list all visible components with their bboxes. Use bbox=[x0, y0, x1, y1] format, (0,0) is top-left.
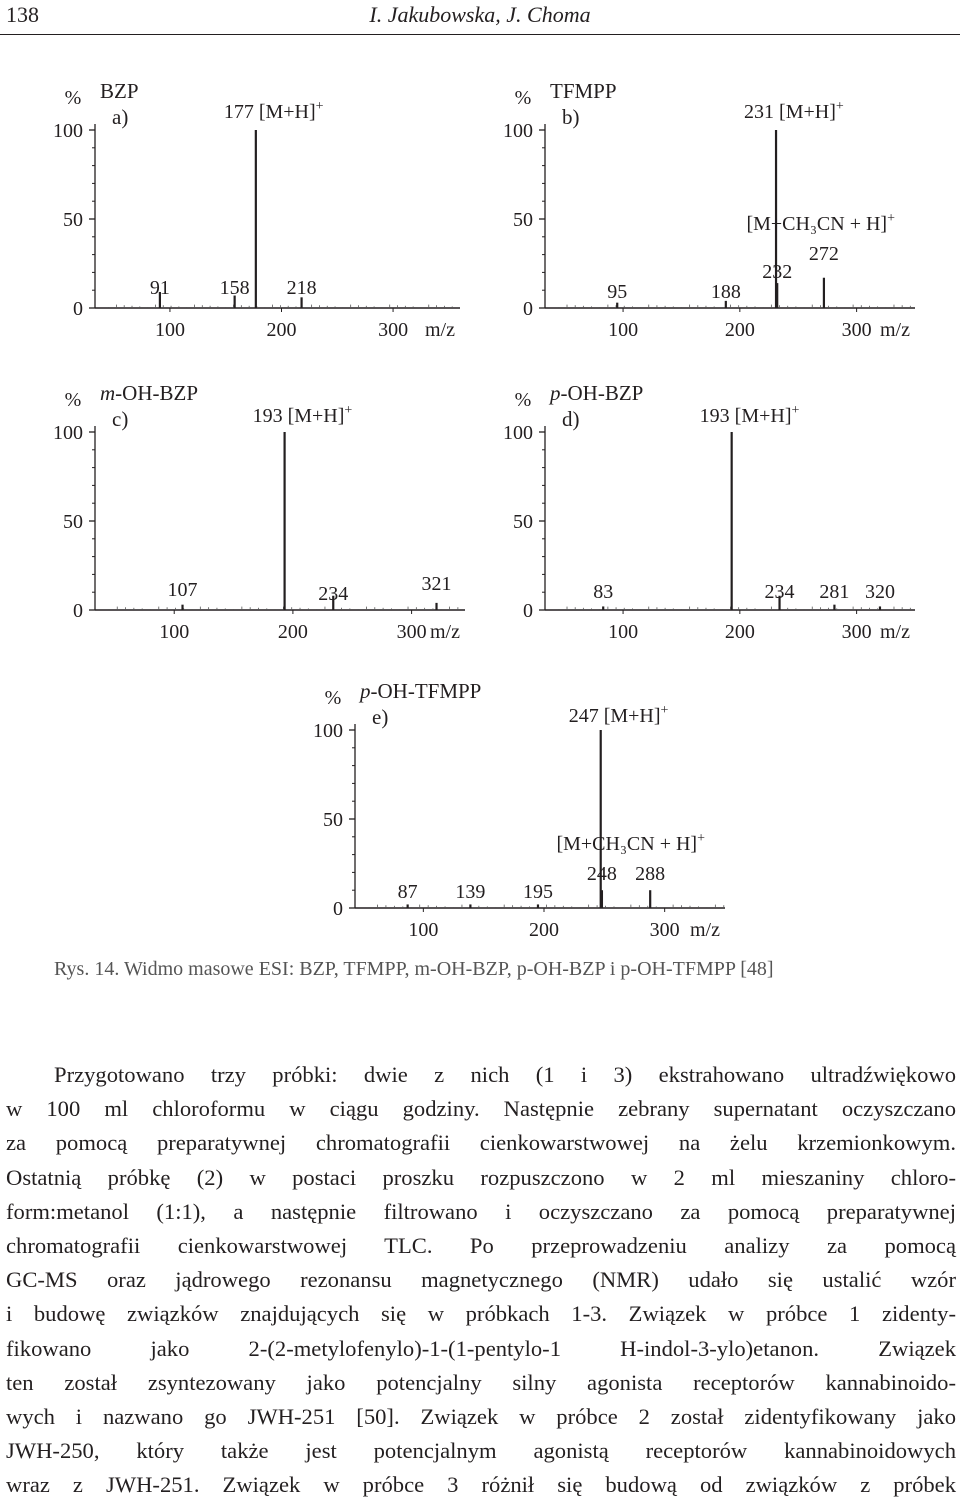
panel-label: d) bbox=[562, 407, 580, 431]
y-tick-label: 100 bbox=[503, 120, 533, 142]
x-axis-label: m/z bbox=[430, 621, 460, 643]
peak-annotation: [M+CH₃CN + H]+ bbox=[556, 831, 705, 855]
x-axis-label: m/z bbox=[880, 621, 910, 643]
spectrum-a bbox=[40, 60, 500, 340]
peak-annotation: 321 bbox=[421, 573, 452, 595]
page-number: 138 bbox=[6, 2, 39, 27]
y-tick-label: 0 bbox=[73, 600, 83, 622]
panel-label: c) bbox=[112, 407, 129, 431]
body-line: Przygotowano trzy próbki: dwie z nich (1 i 3) ekstrahowano ultradźwiękowo bbox=[54, 1062, 956, 1087]
x-tick-label: 200 bbox=[529, 919, 559, 941]
peak-annotation: 139 bbox=[455, 881, 486, 903]
spectrum-title: TFMPP bbox=[550, 79, 617, 103]
y-tick-label: 50 bbox=[63, 209, 83, 231]
body-line: fikowano jako 2-(2-metylofenylo)-1-(1-pentylo-1 H-indol-3-ylo)etanon. Związek bbox=[6, 1335, 956, 1361]
peak-annotation: 288 bbox=[635, 863, 666, 885]
peak-annotation: 247 [M+H]+ bbox=[568, 703, 669, 727]
spectrum-title: m-OH-BZP bbox=[100, 381, 199, 405]
spectrum-title: p-OH-BZP bbox=[550, 381, 644, 405]
x-tick-label: 300 bbox=[378, 319, 409, 341]
peak-annotation: [M+CH₃CN + H]+ bbox=[746, 211, 895, 235]
body-line: form:metanol (1:1), a następnie filtrowano i oczyszczano za pomocą preparatywnej bbox=[6, 1198, 956, 1224]
spectrum-c bbox=[40, 362, 500, 642]
x-tick-label: 300 bbox=[841, 319, 872, 341]
body-line: chromatografii cienkowarstwowej TLC. Po przeprowadzeniu analizy za pomocą bbox=[6, 1233, 956, 1259]
panel-label: b) bbox=[562, 105, 580, 129]
x-tick-label: 200 bbox=[724, 319, 755, 341]
peak-annotation: 195 bbox=[522, 881, 553, 903]
running-head: I. Jakubowska, J. Choma bbox=[369, 2, 591, 27]
y-tick-label: 100 bbox=[313, 720, 343, 742]
y-axis-label: % bbox=[64, 389, 82, 411]
peak-annotation: 83 bbox=[593, 581, 614, 603]
peak-annotation: 232 bbox=[762, 261, 793, 283]
x-tick-label: 300 bbox=[841, 621, 872, 643]
x-tick-label: 100 bbox=[154, 319, 185, 341]
peak-annotation: 320 bbox=[864, 581, 895, 603]
panel-label: e) bbox=[372, 705, 389, 729]
x-tick-label: 200 bbox=[266, 319, 297, 341]
body-line: wych i nazwano go JWH-251 [50]. Związek w próbce 2 został zidentyfikowany jako bbox=[6, 1404, 956, 1430]
spectrum-title: p-OH-TFMPP bbox=[360, 679, 482, 703]
peak-annotation: 281 bbox=[819, 581, 850, 603]
body-line: wraz z JWH-251. Związek w próbce 3 różnił się budową od związków z próbek bbox=[6, 1472, 956, 1498]
body-line: JWH-250, który także jest potencjalnym agonistą receptorów kannabinoidowych bbox=[6, 1438, 956, 1464]
spectrum-title: BZP bbox=[100, 79, 139, 103]
y-tick-label: 0 bbox=[523, 298, 533, 320]
y-tick-label: 50 bbox=[513, 511, 533, 533]
body-line: GC-MS oraz jądrowego rezonansu magnetycznego (NMR) udało się ustalić wzór bbox=[6, 1267, 956, 1293]
y-tick-label: 100 bbox=[53, 422, 83, 444]
y-tick-label: 50 bbox=[323, 809, 343, 831]
spectrum-e bbox=[300, 660, 760, 940]
y-tick-label: 100 bbox=[503, 422, 533, 444]
body-line: w 100 ml chloroformu w ciągu godziny. Następnie zebrany supernatant oczyszczano bbox=[6, 1096, 956, 1122]
peak-annotation: 231 [M+H]+ bbox=[744, 99, 844, 123]
body-line: za pomocą preparatywnej chromatografii cienkowarstwowej na żelu krzemionkowym. bbox=[6, 1130, 956, 1156]
y-axis-label: % bbox=[324, 687, 342, 709]
peak-annotation: 177 [M+H]+ bbox=[223, 99, 324, 123]
x-axis-label: m/z bbox=[880, 319, 910, 341]
peak-annotation: 87 bbox=[397, 881, 418, 903]
panel-label: a) bbox=[112, 105, 129, 129]
peak-annotation: 272 bbox=[808, 243, 839, 265]
page-header bbox=[0, 0, 960, 35]
spectrum-d bbox=[490, 362, 950, 642]
peak-annotation: 193 [M+H]+ bbox=[699, 403, 800, 427]
y-axis-label: % bbox=[514, 389, 532, 411]
peak-annotation: 107 bbox=[167, 579, 198, 601]
x-tick-label: 100 bbox=[159, 621, 190, 643]
x-axis-label: m/z bbox=[425, 319, 455, 341]
figure-caption: Rys. 14. Widmo masowe ESI: BZP, TFMPP, m-OH-BZP, p-OH-BZP i p-OH-TFMPP [48] bbox=[54, 958, 774, 980]
peak-annotation: 158 bbox=[219, 277, 250, 299]
peak-annotation: 218 bbox=[286, 277, 317, 299]
y-axis-label: % bbox=[64, 87, 82, 109]
peak-annotation: 193 [M+H]+ bbox=[252, 403, 353, 427]
body-line: i budowę związków znajdujących się w próbkach 1-3. Związek w próbce 1 zidenty- bbox=[6, 1301, 956, 1327]
x-tick-label: 200 bbox=[277, 621, 308, 643]
x-tick-label: 100 bbox=[608, 319, 639, 341]
x-axis-label: m/z bbox=[690, 919, 720, 941]
y-tick-label: 100 bbox=[53, 120, 83, 142]
y-tick-label: 0 bbox=[523, 600, 533, 622]
body-line: ten został zsyntezowany jako potencjalny silny agonista receptorów kannabinoido- bbox=[6, 1369, 956, 1395]
spectrum-b bbox=[490, 60, 950, 340]
peak-annotation: 91 bbox=[149, 277, 170, 299]
peak-annotation: 95 bbox=[607, 281, 628, 303]
body-paragraph bbox=[6, 1058, 956, 1503]
y-tick-label: 50 bbox=[63, 511, 83, 533]
x-tick-label: 100 bbox=[608, 621, 639, 643]
x-tick-label: 100 bbox=[408, 919, 439, 941]
peak-annotation: 188 bbox=[710, 281, 741, 303]
peak-annotation: 248 bbox=[586, 863, 617, 885]
y-tick-label: 0 bbox=[73, 298, 83, 320]
x-tick-label: 300 bbox=[396, 621, 427, 643]
x-tick-label: 200 bbox=[724, 621, 755, 643]
peak-annotation: 234 bbox=[318, 583, 349, 605]
x-tick-label: 300 bbox=[649, 919, 680, 941]
y-axis-label: % bbox=[514, 87, 532, 109]
y-tick-label: 0 bbox=[333, 898, 343, 920]
y-tick-label: 50 bbox=[513, 209, 533, 231]
peak-annotation: 234 bbox=[764, 581, 795, 603]
body-line: Ostatnią próbkę (2) w postaci proszku rozpuszczono w 2 ml mieszaniny chloro- bbox=[6, 1164, 956, 1190]
